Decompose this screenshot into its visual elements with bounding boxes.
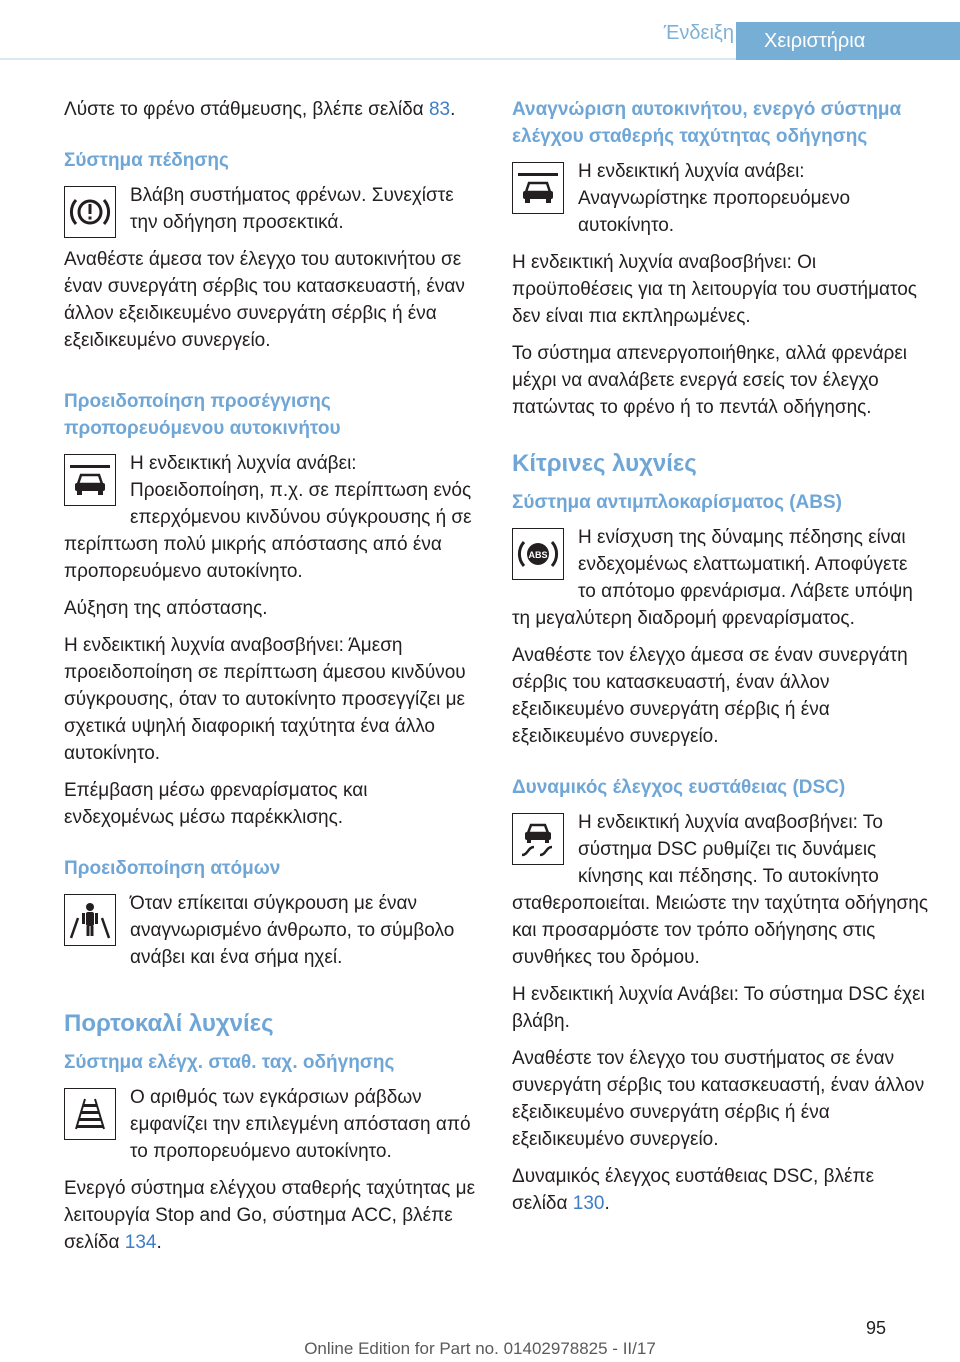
- dsc-p4-end: .: [604, 1193, 610, 1214]
- distance-bars-icon: [64, 1088, 116, 1140]
- dsc-p4-text: Δυναμικός έλεγχος ευστάθειας DSC, βλέπε σελίδα: [512, 1166, 875, 1214]
- cruise-control-title: Σύστημα ελέγχ. σταθ. ταχ. οδήγησης: [64, 1052, 395, 1073]
- car-detected-icon: [512, 162, 564, 214]
- cruise-control-p2-text: Ενεργό σύστημα ελέγχου σταθερής ταχύτητας με λειτουργία Stop and Go, σύστημα ACC, βλέπε σελίδα: [64, 1178, 476, 1253]
- braking-p1: Βλάβη συστήματος φρένων. Συνεχίστε την οδήγηση προσεκτικά.: [130, 185, 454, 233]
- approach-p4: Επέμβαση μέσω φρεναρίσματος και ενδεχομένως μέσω παρέκκλισης.: [64, 780, 368, 828]
- abs-item: [512, 524, 930, 642]
- dsc-title: Δυναμικός έλεγχος ευστάθειας (DSC): [512, 777, 846, 798]
- dsc-p3: Αναθέστε τον έλεγχο του συστήματος σε έναν συνεργάτη σέρβις του κατασκευαστή, έναν άλλον εξειδικευμένο συνεργάτη σέρβις ή ένα εξειδικευμένο συνεργείο.: [512, 1048, 925, 1150]
- dsc-skid-icon: [512, 813, 564, 865]
- tab-index[interactable]: Ένδειξη: [663, 22, 734, 44]
- braking-system-title: Σύστημα πέδησης: [64, 150, 229, 171]
- person-p1: Όταν επίκειται σύγκρουση με έναν αναγνωρισμένο άνθρωπο, το σύμβολο ανάβει και ένα σήμα ηχεί.: [130, 893, 455, 968]
- approach-warning-title: Προειδοποίηση προσέγγισης προπορευόμενου αυτοκινήτου: [64, 391, 341, 439]
- approach-p2: Αύξηση της απόστασης.: [64, 598, 268, 619]
- cruise-control-item: [64, 1084, 482, 1175]
- person-warning-item: [64, 890, 482, 981]
- vehicle-recognition-title: Αναγνώριση αυτοκινήτου, ενεργό σύστημα ελέγχου σταθερής ταχύτητας οδήγησης: [512, 99, 902, 147]
- car-ahead-icon: [64, 454, 116, 506]
- dsc-item: [512, 809, 930, 981]
- vehicle-recognition-item: [512, 158, 930, 249]
- intro-end: .: [450, 99, 456, 120]
- braking-system-item: [64, 182, 482, 364]
- cruise-control-p2-end: .: [156, 1232, 162, 1253]
- pedestrian-icon: [64, 894, 116, 946]
- cruise-control-p1: Ο αριθμός των εγκάρσιων ράβδων εμφανίζει την επιλεγμένη απόσταση από το προπορευόμενο αυτοκίνητο.: [130, 1087, 471, 1162]
- page-link-134[interactable]: 134: [124, 1232, 157, 1253]
- page-link-83[interactable]: 83: [428, 99, 451, 120]
- edition-footer: Online Edition for Part no. 01402978825 - II/17: [304, 1339, 656, 1358]
- brake-warning-icon: [64, 186, 116, 238]
- dsc-p4: [512, 1163, 930, 1217]
- cruise-control-p2: [64, 1175, 482, 1256]
- recognition-p3: Το σύστημα απενεργοποιήθηκε, αλλά φρενάρει μέχρι να αναλάβετε ενεργά εσείς τον έλεγχο πατώντας το φρένο ή το πεντάλ οδήγησης.: [512, 343, 908, 418]
- braking-p2: Αναθέστε άμεσα τον έλεγχο του αυτοκινήτου σε έναν συνεργάτη σέρβις του κατασκευαστή, έναν άλλον εξειδικευμένο συνεργάτη σέρβις ή ένα εξειδικευμένο συνεργείο.: [64, 249, 465, 351]
- yellow-lights-title: Κίτρινες λυχνίες: [512, 450, 697, 477]
- right-column: [512, 96, 930, 1227]
- dsc-p2: Η ενδεικτική λυχνία Ανάβει: Το σύστημα DSC έχει βλάβη.: [512, 984, 925, 1032]
- page-link-130[interactable]: 130: [572, 1193, 605, 1214]
- left-column: [64, 96, 482, 1266]
- orange-lights-title: Πορτοκαλί λυχνίες: [64, 1010, 274, 1037]
- page-number: 95: [865, 1318, 886, 1338]
- approach-warning-item: [64, 450, 482, 595]
- recognition-p1: Η ενδεικτική λυχνία ανάβει: Αναγνωρίστηκε προπορευόμενο αυτοκίνητο.: [578, 161, 851, 236]
- approach-p1: Η ενδεικτική λυχνία ανάβει: Προειδοποίηση, π.χ. σε περίπτωση ενός επερχόμενου κινδύνου σύγκρουσης ή σε περίπτωση πολύ μικρής απόστασης από ένα προπορευόμενο αυτοκίνητο.: [64, 453, 472, 582]
- recognition-p2: Η ενδεικτική λυχνία αναβοσβήνει: Οι προϋποθέσεις για τη λειτουργία του συστήματος δεν είναι πια εκπληρωμένες.: [512, 252, 917, 327]
- approach-p3: Η ενδεικτική λυχνία αναβοσβήνει: Άμεση προειδοποίηση σε περίπτωση άμεσου κινδύνου σύγκρουσης, όταν το αυτοκίνητο προσεγγίζει με σχετικά υψηλή διαφορική ταχύτητα ένα άλλο αυτοκίνητο.: [64, 635, 466, 764]
- abs-p2: Αναθέστε τον έλεγχο άμεσα σε έναν συνεργάτη σέρβις του κατασκευαστή, έναν άλλον εξειδικευμένο συνεργάτη σέρβις ή ένα εξειδικευμένο συνεργείο.: [512, 645, 908, 747]
- page-header: [0, 0, 960, 62]
- tab-controls[interactable]: Χειριστήρια: [736, 22, 960, 60]
- intro-text: Λύστε το φρένο στάθμευσης, βλέπε σελίδα: [64, 99, 429, 120]
- abs-icon: [512, 528, 564, 580]
- abs-p1: Η ενίσχυση της δύναμης πέδησης είναι ενδεχομένως ελαττωματική. Αποφύγετε το απότομο φρενάρισμα. Λάβετε υπόψη τη μεγαλύτερη διαδρομή φρεναρίσματος.: [512, 527, 913, 629]
- dsc-p1: Η ενδεικτική λυχνία αναβοσβήνει: Το σύστημα DSC ρυθμίζει τις δυνάμεις κίνησης και πέδησης. Το αυτοκίνητο σταθεροποιείται. Μειώστε την ταχύτητα οδήγησης και προσαρμόστε τον τρόπο οδήγησης στις συνθήκες του δρόμου.: [512, 812, 928, 968]
- abs-label: ABS: [528, 550, 548, 560]
- intro-paragraph: [64, 96, 482, 123]
- person-warning-title: Προειδοποίηση ατόμων: [64, 858, 281, 879]
- abs-title: Σύστημα αντιμπλοκαρίσματος (ABS): [512, 492, 843, 513]
